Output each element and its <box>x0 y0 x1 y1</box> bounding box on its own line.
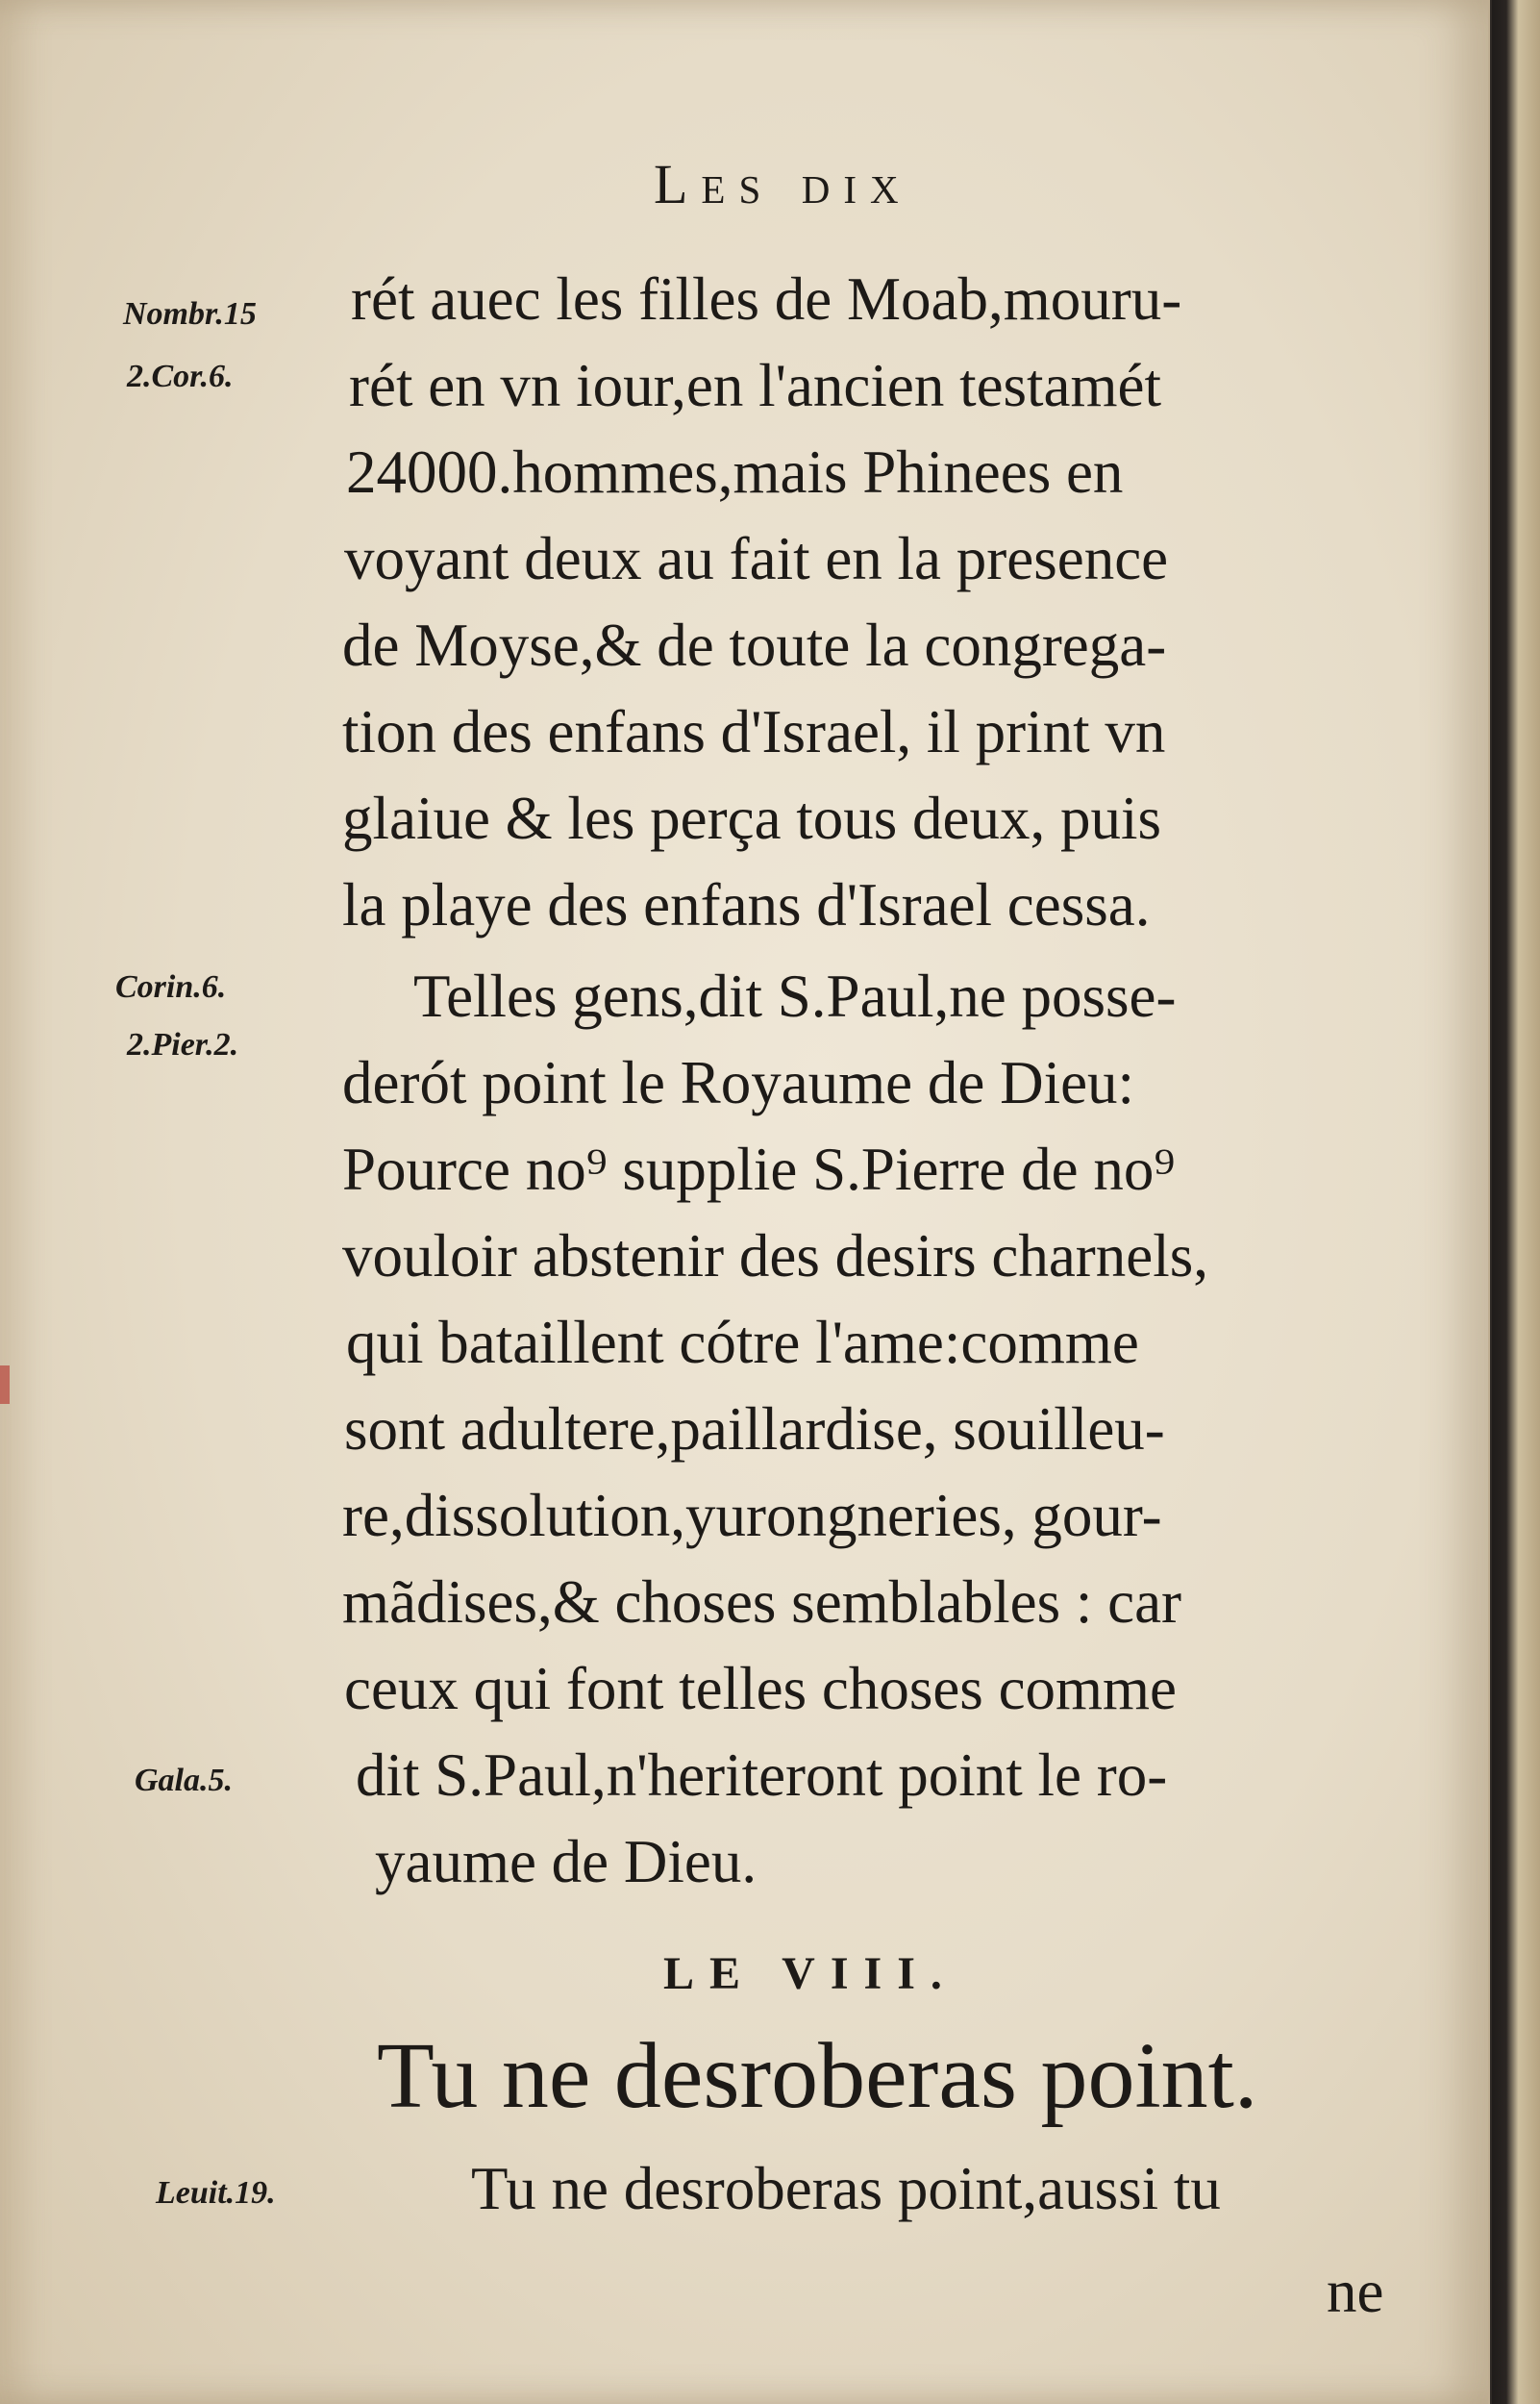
margin-note: Nombr.15 <box>123 296 257 332</box>
text-line: yaume de Dieu. <box>375 1828 758 1895</box>
text-line: re,dissolution,yurongneries, gour- <box>342 1482 1162 1549</box>
catchword: ne <box>1327 2258 1384 2325</box>
margin-note: Leuit.19. <box>156 2175 276 2211</box>
margin-note: 2.Cor.6. <box>127 359 234 394</box>
text-line: derót point le Royaume de Dieu: <box>342 1049 1135 1116</box>
text-line: rét auec les filles de Moab,mouru- <box>351 265 1182 333</box>
text-line: rét en vn iour,en l'ancien testamét <box>349 352 1161 419</box>
text-line: vouloir abstenir des desirs charnels, <box>342 1222 1209 1290</box>
text-line: mãdises,& choses semblables : car <box>342 1568 1182 1636</box>
text-line: glaiue & les perça tous deux, puis <box>342 785 1162 852</box>
text-line: Telles gens,dit S.Paul,ne posse- <box>413 963 1177 1030</box>
text-line: qui bataillent cótre l'ame:comme <box>346 1309 1139 1376</box>
running-header: Les dix <box>654 153 912 215</box>
text-line: dit S.Paul,n'heriteront point le ro- <box>356 1741 1168 1809</box>
text-line: de Moyse,& de toute la congrega- <box>342 612 1167 679</box>
section-heading: LE VIII. <box>663 1948 957 1999</box>
margin-note: Gala.5. <box>135 1763 233 1798</box>
text-line: Pource no⁹ supplie S.Pierre de no⁹ <box>342 1136 1176 1203</box>
text-line: voyant deux au fait en la presence <box>344 525 1169 592</box>
red-ink-mark <box>0 1365 10 1404</box>
margin-note: 2.Pier.2. <box>127 1027 239 1063</box>
text-line: 24000.hommes,mais Phinees en <box>346 438 1124 506</box>
adjacent-page-edge <box>1492 0 1540 2404</box>
text-line: la playe des enfans d'Israel cessa. <box>342 871 1151 939</box>
commandment-heading: Tu ne desroberas point. <box>377 2024 1258 2128</box>
text-line: ceux qui font telles choses comme <box>344 1655 1178 1722</box>
text-line: sont adultere,paillardise, souilleu- <box>344 1395 1165 1463</box>
margin-note: Corin.6. <box>115 969 227 1005</box>
text-line: Tu ne desroberas point,aussi tu <box>471 2155 1221 2222</box>
text-line: tion des enfans d'Israel, il print vn <box>342 698 1166 765</box>
